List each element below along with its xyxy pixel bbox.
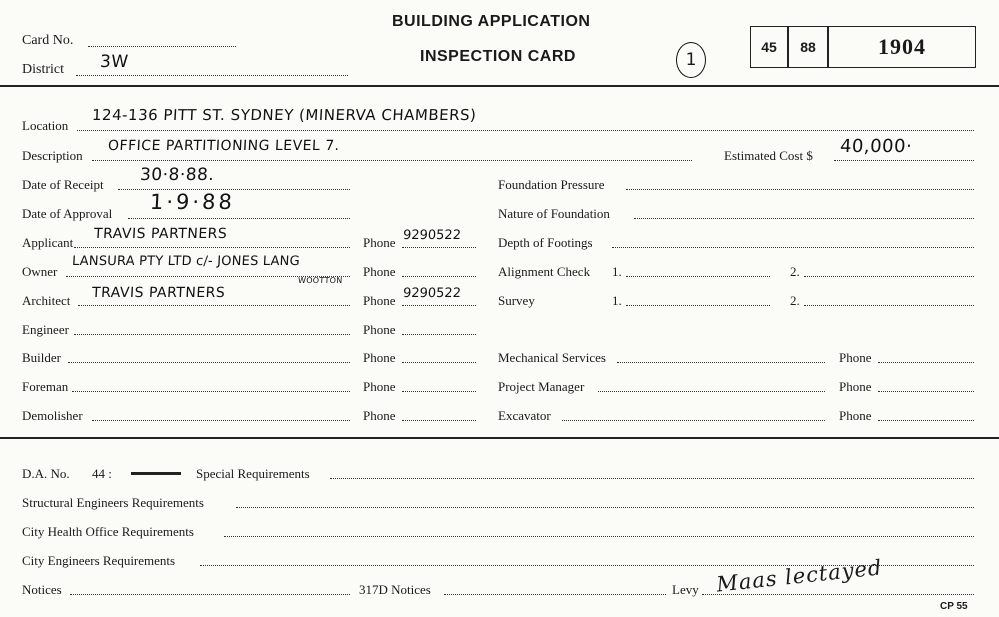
engineer-phone-line: [402, 334, 476, 335]
architect-phone-line: [402, 305, 476, 306]
number-box-2-text: 88: [800, 39, 816, 55]
location-value: 124-136 PITT ST. SYDNEY (MINERVA CHAMBERS): [91, 106, 477, 124]
project-manager-label: Project Manager: [498, 379, 585, 394]
district-label: District: [22, 62, 64, 77]
project-manager-phone-line: [878, 391, 974, 392]
notices-317d-label: 317D Notices: [359, 582, 431, 597]
applicant-label: Applicant: [22, 235, 74, 250]
description-label: Description: [22, 148, 83, 163]
owner-phone-line: [402, 276, 476, 277]
receipt-label: Date of Receipt: [22, 177, 104, 192]
levy-label: Levy: [672, 582, 699, 597]
approval-line: [128, 218, 350, 219]
architect-label: Architect: [22, 293, 71, 308]
mechanical-phone-line: [878, 362, 974, 363]
circled-number-text: 1: [685, 50, 697, 70]
card-title-line2: INSPECTION CARD: [420, 48, 576, 65]
estimated-cost-line: [834, 160, 974, 161]
survey-1-label: 1.: [612, 293, 622, 308]
demolisher-line: [92, 420, 350, 421]
demolisher-phone-label: Phone: [363, 408, 396, 423]
survey-2-line: [804, 305, 974, 306]
depth-footings-line: [612, 247, 974, 248]
middle-rule: [0, 437, 999, 439]
estimated-cost-value: 40,000·: [839, 136, 913, 157]
foreman-phone-line: [402, 391, 476, 392]
foundation-pressure-label: Foundation Pressure: [498, 177, 605, 192]
description-line: [92, 160, 692, 161]
alignment-label: Alignment Check: [498, 264, 591, 279]
number-box-1: [750, 26, 788, 68]
applicant-line: [74, 247, 350, 248]
health-line: [224, 536, 974, 537]
project-manager-line: [598, 391, 825, 392]
form-code: CP 55: [940, 601, 968, 612]
project-manager-phone-label: Phone: [839, 379, 872, 394]
levy-line: [702, 594, 974, 595]
foundation-pressure-line: [626, 189, 974, 190]
owner-label: Owner: [22, 264, 58, 279]
builder-line: [68, 362, 350, 363]
location-label: Location: [22, 118, 69, 133]
excavator-phone-line: [878, 420, 974, 421]
owner-value-2: WOOTTON: [297, 276, 343, 285]
top-rule: [0, 85, 999, 87]
receipt-value: 30·8·88.: [139, 165, 215, 185]
demolisher-phone-line: [402, 420, 476, 421]
applicant-phone-value: 9290522: [402, 228, 462, 243]
owner-phone-label: Phone: [363, 264, 396, 279]
estimated-cost-label: Estimated Cost $: [724, 148, 813, 163]
da-dash-stroke: [131, 472, 181, 475]
depth-footings-label: Depth of Footings: [498, 235, 593, 250]
number-box-2: [788, 26, 828, 68]
city-engineers-label: City Engineers Requirements: [22, 553, 176, 568]
architect-value: TRAVIS PARTNERS: [91, 285, 226, 301]
da-value: 44 :: [92, 466, 112, 481]
notices-line: [70, 594, 350, 595]
architect-line: [78, 305, 350, 306]
applicant-value: TRAVIS PARTNERS: [93, 226, 228, 242]
approval-label: Date of Approval: [22, 206, 113, 221]
excavator-line: [562, 420, 825, 421]
number-box-1-text: 45: [761, 39, 777, 55]
health-label: City Health Office Requirements: [22, 524, 194, 539]
circled-number: [676, 42, 706, 78]
engineer-phone-label: Phone: [363, 322, 396, 337]
da-label: D.A. No.: [22, 466, 70, 481]
survey-2-label: 2.: [790, 293, 800, 308]
excavator-label: Excavator: [498, 408, 551, 423]
foreman-phone-label: Phone: [363, 379, 396, 394]
applicant-phone-line: [402, 247, 476, 248]
district-value: 3W: [99, 52, 130, 72]
notices-317d-line: [444, 594, 666, 595]
district-line: [76, 75, 348, 76]
applicant-phone-label: Phone: [363, 235, 396, 250]
nature-foundation-line: [634, 218, 974, 219]
engineer-label: Engineer: [22, 322, 69, 337]
owner-value: LANSURA PTY LTD c/- JONES LANG: [71, 254, 301, 269]
notices-label: Notices: [22, 582, 62, 597]
card-no-label: Card No.: [22, 33, 74, 48]
nature-foundation-label: Nature of Foundation: [498, 206, 610, 221]
builder-label: Builder: [22, 350, 61, 365]
structural-label: Structural Engineers Requirements: [22, 495, 204, 510]
number-box-3: [828, 26, 976, 68]
alignment-1-label: 1.: [612, 264, 622, 279]
architect-phone-value: 9290522: [402, 286, 462, 301]
builder-phone-label: Phone: [363, 350, 396, 365]
location-line: [77, 130, 974, 131]
mechanical-line: [617, 362, 825, 363]
mechanical-phone-label: Phone: [839, 350, 872, 365]
special-line: [330, 478, 974, 479]
levy-signature: Maas lectayed: [715, 555, 884, 597]
survey-1-line: [626, 305, 770, 306]
special-label: Special Requirements: [196, 466, 310, 481]
foreman-label: Foreman: [22, 379, 69, 394]
alignment-1-line: [626, 276, 770, 277]
foreman-line: [72, 391, 350, 392]
demolisher-label: Demolisher: [22, 408, 83, 423]
card-number: 1904: [878, 34, 926, 59]
mechanical-label: Mechanical Services: [498, 350, 606, 365]
architect-phone-label: Phone: [363, 293, 396, 308]
builder-phone-line: [402, 362, 476, 363]
approval-value: 1·9·88: [149, 190, 236, 214]
excavator-phone-label: Phone: [839, 408, 872, 423]
alignment-2-label: 2.: [790, 264, 800, 279]
description-value: OFFICE PARTITIONING LEVEL 7.: [107, 138, 341, 154]
structural-line: [236, 507, 974, 508]
survey-label: Survey: [498, 293, 535, 308]
card-no-line: [88, 46, 236, 47]
alignment-2-line: [804, 276, 974, 277]
card-title-line1: BUILDING APPLICATION: [392, 13, 591, 30]
engineer-line: [74, 334, 350, 335]
